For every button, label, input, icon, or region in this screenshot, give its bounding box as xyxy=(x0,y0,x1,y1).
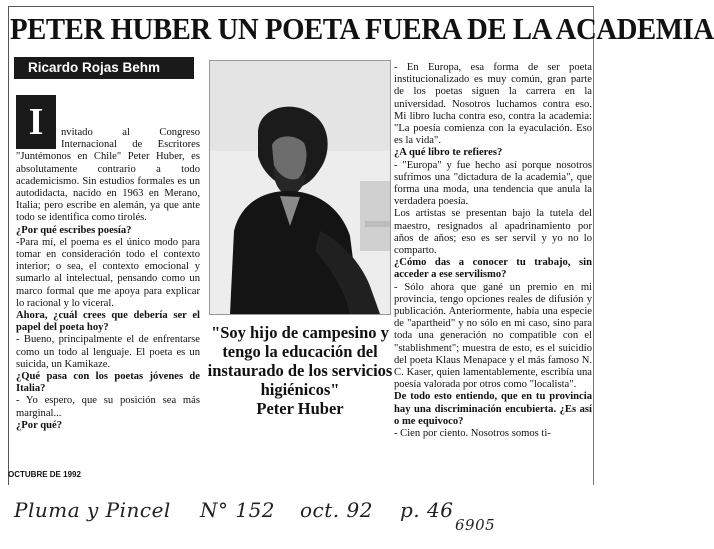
answer: Los artistas se presentan bajo la tutela del maestro, resignados al apadrinamiento por años de años; eso es ser servil y yo no lo comparto. xyxy=(394,208,592,257)
handwritten-date: oct. 92 xyxy=(300,498,373,522)
question: ¿Cómo das a conocer tu trabajo, sin acceder a ese servilismo? xyxy=(394,257,592,281)
portrait-figure-icon xyxy=(210,61,390,314)
answer: - Sólo ahora que gané un premio en mi provincia, tengo opciones reales de difusión y publicación. Anteriormente, había una especie de "apartheid" y no sólo en mi caso, sino para toda una generación no compatible con el "stablishment"; muestra de esto, es el suicidio del poeta Klaus Menapace y el más famoso N. C. Kaser, quien lamentablemente, escribía una poesía valorada por otros como "localista". xyxy=(394,281,592,391)
answer: - Cien por ciento. Nosotros somos ti- xyxy=(394,428,551,440)
column-left xyxy=(16,95,200,432)
portrait-photo xyxy=(209,60,391,315)
question: ¿Por qué? xyxy=(16,419,63,431)
answer: - "Europa" y fue hecho así porque nosotros sufrimos una "dictadura de la academia", que forma una moda, una tendencia que anula la verdadera poesía. xyxy=(394,159,592,208)
handwritten-source: Pluma y Pincel xyxy=(14,498,171,522)
answer: - Bueno, principalmente el de enfrentarse como un todo al lenguaje. El poeta es un suicida, un Kamikaze. xyxy=(16,334,200,370)
answer: -Para mí, el poema es el único modo para tomar en consideración todo el contexto interior; o sea, el contexto emocional y sumarlo al intelectual, pensando como un marco formal que me apoya para explicar lo racional y lo viceral. xyxy=(16,236,200,309)
drop-cap: I xyxy=(16,95,56,149)
pull-quote-attribution: Peter Huber xyxy=(256,399,344,418)
byline: Ricardo Rojas Behm xyxy=(28,60,161,75)
pull-quote xyxy=(205,323,395,418)
headline: PETER HUBER UN POETA FUERA DE LA ACADEMIA xyxy=(10,11,714,46)
question: ¿Qué pasa con los poetas jóvenes de Italia? xyxy=(16,371,200,395)
handwritten-code: 6905 xyxy=(455,516,496,534)
column-right xyxy=(394,62,592,440)
handwritten-page: p. 46 xyxy=(400,498,454,522)
pull-quote-text: "Soy hijo de campesino y tengo la educación del instaurado de los servicios higiénicos" xyxy=(207,323,393,399)
answer: - En Europa, esa forma de ser poeta institucionalizado es muy común, gran parte de los poetas siguen la carrera en la universidad. Nosotros luchamos contra eso. Mi libro lucha contra eso, contra la academia: "La poesía comienza con la eyaculación. Eso es la vida". xyxy=(394,62,592,147)
handwritten-number: N° 152 xyxy=(200,498,276,522)
question: ¿Por qué escribes poesía? xyxy=(16,224,132,236)
question: ¿A qué libro te refieres? xyxy=(394,147,503,159)
footer-date: OCTUBRE DE 1992 xyxy=(8,470,81,479)
question: Ahora, ¿cuál crees que debería ser el papel del poeta hoy? xyxy=(16,310,200,334)
answer: - Yo espero, que su posición sea más marginal... xyxy=(16,395,200,419)
intro-paragraph: nvitado al Congreso Internacional de Escritores "Juntémonos en Chile" Peter Huber, es absolutamente contrario a todo academicismo. Sin estudios formales es un autodidacta, nacido en 1963 en Merano, Italia; pero escribe en alemán, ya que ante todo se identifica como tirolés. xyxy=(16,127,200,224)
question: De todo esto entiendo, que en tu provincia hay una discriminación encubierta. ¿Es así o me equivoco? xyxy=(394,391,592,427)
